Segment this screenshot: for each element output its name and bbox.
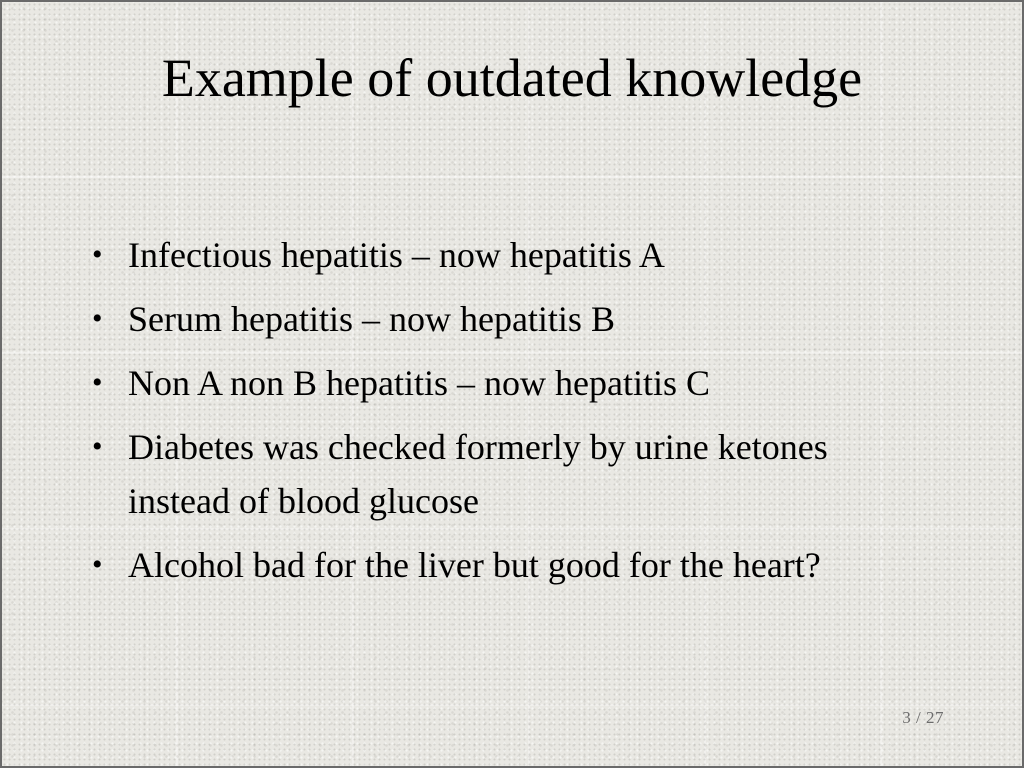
bullet-icon: • — [92, 366, 103, 399]
bullet-icon: • — [92, 430, 103, 463]
bullet-icon: • — [92, 238, 103, 271]
bullet-text: Diabetes was checked formerly by urine ketones instead of blood glucose — [128, 427, 828, 521]
bullet-item — [86, 292, 906, 346]
bullet-text: Alcohol bad for the liver but good for the heart? — [128, 545, 821, 585]
bullet-item — [86, 538, 906, 592]
bullet-icon: • — [92, 548, 103, 581]
bullet-text: Non A non B hepatitis – now hepatitis C — [128, 363, 710, 403]
slide-title: Example of outdated knowledge — [161, 48, 863, 108]
bullet-icon: • — [92, 302, 103, 335]
bullet-item — [86, 420, 906, 528]
page-number: 3 / 27 — [902, 708, 944, 727]
bullet-item — [86, 356, 906, 410]
bullet-list — [86, 228, 906, 602]
bullet-text: Infectious hepatitis – now hepatitis A — [128, 235, 665, 275]
bullet-text: Serum hepatitis – now hepatitis B — [128, 299, 615, 339]
bullet-item — [86, 228, 906, 282]
